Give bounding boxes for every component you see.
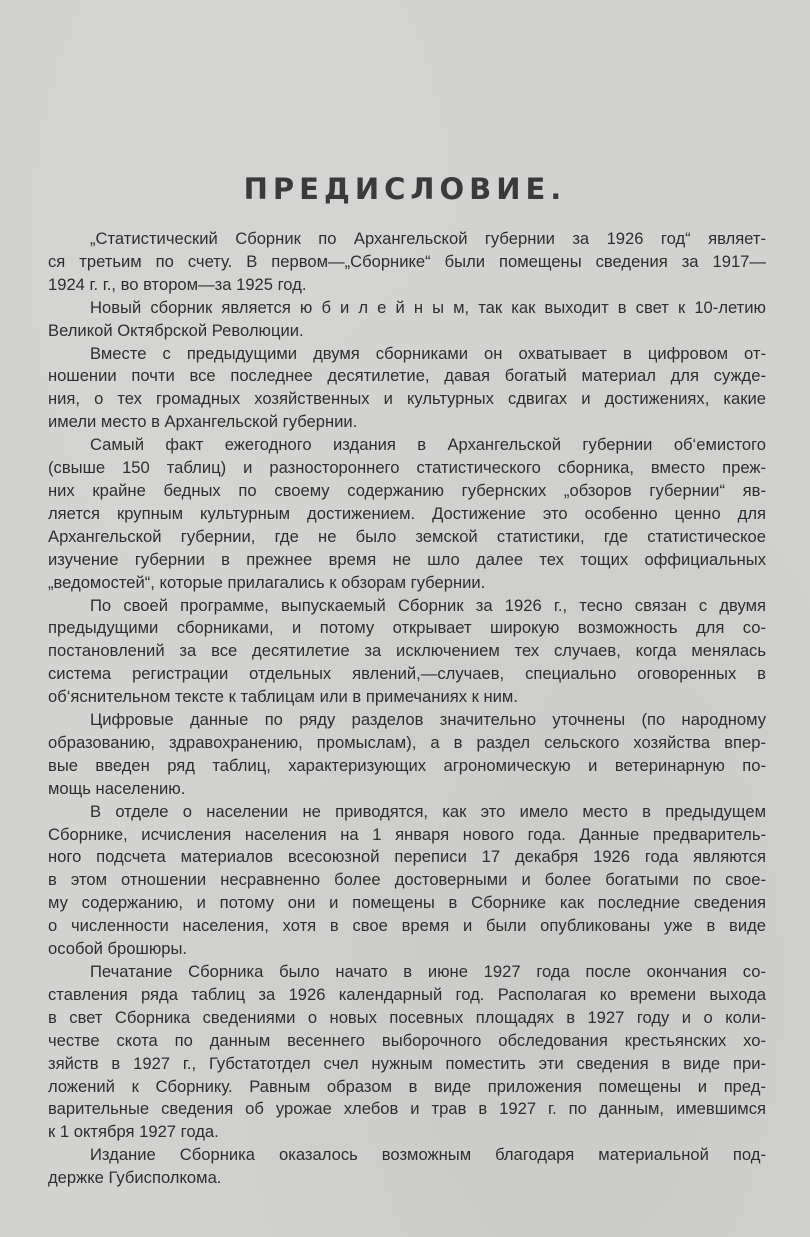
text-line: честве скота по данным весеннего выборочного обследования крестьянских хо- <box>48 1030 766 1050</box>
text-line: ного подсчета материалов всесоюзной переписи 17 декабря 1926 года являются <box>48 847 766 867</box>
text-line: варительные сведения об урожае хлебов и трав в 1927 г. по данным, имевшимся <box>48 1099 766 1119</box>
text-line: По своей программе, выпускаемый Сборник за 1926 г., тесно связан с двумя <box>90 595 766 615</box>
text-line: ния, о тех громадных хозяйственных и культурных сдвигах и достижениях, какие <box>48 389 766 409</box>
text-line: особой брошюры. <box>48 939 188 959</box>
text-line: Великой Октябрской Революции. <box>48 320 304 340</box>
paragraph <box>48 961 766 1144</box>
text-line: Вместе с предыдущими двумя сборниками он охватывает в цифровом от- <box>90 343 766 363</box>
text-line: изучение губернии в прежнее время не шло далее тех тощих оффициальных <box>48 549 766 569</box>
text-line: Самый факт ежегодного издания в Архангельской губернии об‘емистого <box>90 435 766 455</box>
paragraph <box>48 1144 766 1190</box>
text-line: постановлений за все десятилетие за исключением тех случаев, когда менялась <box>48 641 766 661</box>
text-line: мощь населению. <box>48 778 186 798</box>
text-line: держке Губисполкома. <box>48 1168 222 1188</box>
text-line: образованию, здравохранению, промыслам), а в раздел сельского хозяйства впер- <box>48 732 766 752</box>
paragraph <box>48 343 766 435</box>
text-line: Новый сборник является ю б и л е й н ы м, так как выходит в свет к 10-летию <box>90 297 766 317</box>
text-line: ложений к Сборнику. Равным образом в виде приложения помещены и пред- <box>48 1076 766 1096</box>
paragraph <box>48 595 766 710</box>
text-line: Печатание Сборника было начато в июне 1927 года после окончания со- <box>90 962 766 981</box>
text-line: об‘яснительном тексте к таблицам или в примечаниях к ним. <box>48 687 518 707</box>
text-line: ся третьим по счету. В первом—„Сборнике“ были помещены сведения за 1917— <box>48 251 766 271</box>
text-line: ставления ряда таблиц за 1926 календарный год. Располагая ко времени выхода <box>48 984 766 1004</box>
text-line: Архангельской губернии, где не было земской статистики, где статистическое <box>48 526 766 546</box>
text-line: В отделе о населении не приводятся, как это имело место в предыдущем <box>90 801 766 821</box>
text-line: к 1 октября 1927 года. <box>48 1122 219 1142</box>
text-line: (свыше 150 таблиц) и разностороннего статистического сборника, вместо преж- <box>48 458 766 478</box>
text-line: ляется крупным культурным достижением. Достижение это особенно ценно для <box>48 503 766 523</box>
text-line: „Статистический Сборник по Архангельской губернии за 1926 год“ являет- <box>90 229 766 248</box>
paragraph <box>48 709 766 801</box>
text-line: в этом отношении несравненно более достоверными и более богатыми по свое- <box>48 870 766 890</box>
text-line: ношении почти все последнее десятилетие, давая богатый материал для сужде- <box>48 366 766 386</box>
text-line: имели место в Архангельской губернии. <box>48 412 358 432</box>
paragraph <box>48 297 766 343</box>
text-line: 1924 г. г., во втором—за 1925 год. <box>48 274 307 294</box>
paragraph <box>48 434 766 594</box>
text-line: Сборнике, исчисления населения на 1 января нового года. Данные предваритель- <box>48 824 766 844</box>
text-line: зяйств в 1927 г., Губстатотдел счел нужным поместить эти сведения в виде при- <box>48 1053 766 1073</box>
text-line: му содержанию, и потому они и помещены в Сборнике как последние сведения <box>48 893 766 913</box>
paragraph <box>48 228 766 297</box>
page-title: ПРЕДИСЛОВИЕ. <box>243 172 567 206</box>
text-line: „ведомостей“, которые прилагались к обзорам губернии. <box>48 572 486 592</box>
preface-body <box>48 228 766 1190</box>
paragraph <box>48 801 766 961</box>
text-line: Цифровые данные по ряду разделов значительно уточнены (по народному <box>90 710 766 730</box>
text-line: в свет Сборника сведениями о новых посевных площадях в 1927 году и о коли- <box>48 1007 766 1027</box>
text-line: Издание Сборника оказалось возможным благодаря материальной под- <box>90 1145 766 1165</box>
text-line: о численности населения, хотя в свое время и были опубликованы уже в виде <box>48 916 766 936</box>
text-line: система регистрации отдельных явлений,—случаев, специально оговоренных в <box>48 664 766 684</box>
text-line: них крайне бедных по своему содержанию губернских „обзоров губернии“ яв- <box>48 480 766 500</box>
text-line: предыдущими сборниками, и потому открывает широкую возможность для со- <box>48 618 766 638</box>
text-line: вые введен ряд таблиц, характеризующих агрономическую и ветеринарную по- <box>48 755 766 775</box>
